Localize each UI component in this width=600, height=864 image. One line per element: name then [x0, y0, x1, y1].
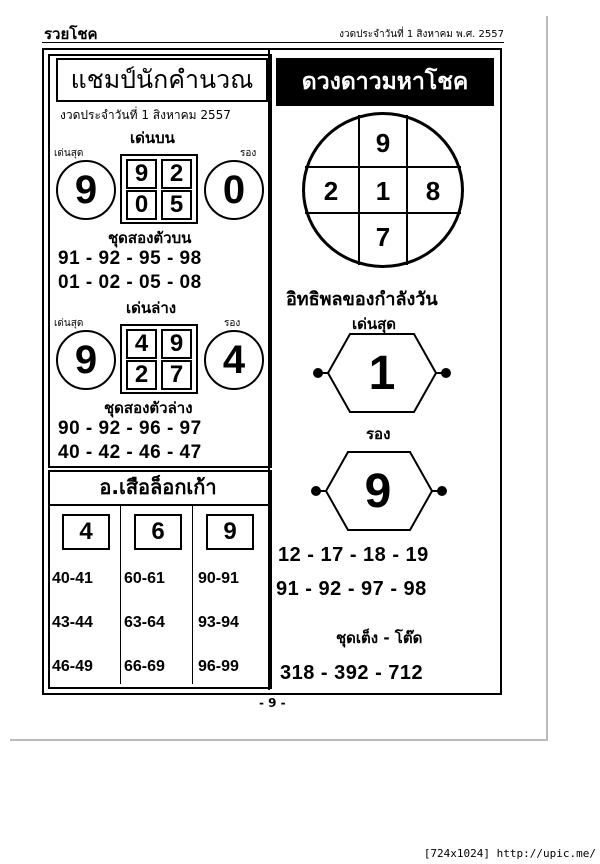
power-lead-label: เด่นสุด [352, 315, 397, 333]
bottom-lead-label: เด่นสุด [54, 318, 84, 329]
right-line-1: 12 - 17 - 18 - 19 [278, 544, 429, 566]
bottom-grid-cell: 7 [161, 360, 192, 390]
tiger-pair: 96-99 [198, 658, 239, 675]
bottom-grid-cell: 4 [126, 329, 157, 359]
tiger-pair: 60-61 [124, 570, 165, 587]
lucky-star-right: 8 [425, 175, 441, 206]
top-digit-grid [120, 154, 198, 224]
top-lead-circle: 9 [56, 160, 116, 220]
tiger-pair: 43-44 [52, 614, 93, 631]
top-set-line-1: 91 - 92 - 95 - 98 [58, 248, 202, 269]
bottom-second-circle: 4 [204, 330, 264, 390]
power-lead-number: 1 [368, 346, 396, 400]
tiger-col-sep [120, 506, 121, 684]
tiger-pair: 93-94 [198, 614, 239, 631]
champion-title: แชมป์นักคำนวณ [56, 58, 268, 102]
power-heading: อิทธิพลของกำลังวัน [286, 289, 438, 310]
tiger-pair: 46-49 [52, 658, 93, 675]
top-set-heading: ชุดสองตัวบน [108, 229, 192, 247]
top-set-line-2: 01 - 02 - 05 - 08 [58, 272, 202, 293]
top-grid-cell: 9 [126, 159, 157, 189]
lucky-star-center: 1 [375, 175, 391, 206]
bottom-second-label: รอง [224, 318, 241, 329]
bottom-heading: เด่นล่าง [126, 299, 177, 317]
tiger-title: อ.เสือล็อกเก้า [48, 470, 268, 506]
bottom-set-line-2: 40 - 42 - 46 - 47 [58, 442, 202, 463]
bottom-lead-circle: 9 [56, 330, 116, 390]
set-label: ชุดเต็ง - โต๊ด [336, 629, 423, 647]
lucky-star-circle [302, 112, 464, 268]
tiger-col-sep [192, 506, 193, 684]
tiger-digit: 4 [62, 514, 110, 550]
top-lead-label: เด่นสุด [54, 148, 84, 159]
publication-name: รวยโชค [44, 25, 98, 43]
bottom-grid-cell: 2 [126, 360, 157, 390]
lucky-star-left: 2 [323, 175, 339, 206]
tiger-pair: 63-64 [124, 614, 165, 631]
top-heading: เด่นบน [130, 129, 175, 147]
page-number: - 9 - [259, 696, 286, 710]
bottom-grid-cell: 9 [161, 329, 192, 359]
top-grid-cell: 2 [161, 159, 192, 189]
lucky-star-bottom: 7 [375, 221, 391, 252]
tiger-pair: 40-41 [52, 570, 93, 587]
top-grid-cell: 5 [161, 190, 192, 220]
bottom-set-heading: ชุดสองตัวล่าง [104, 399, 193, 417]
bottom-digit-grid [120, 324, 198, 394]
right-line-2: 91 - 92 - 97 - 98 [276, 578, 427, 600]
tiger-digit: 9 [206, 514, 254, 550]
tiger-pair: 66-69 [124, 658, 165, 675]
champion-subtitle: งวดประจำวันที่ 1 สิงหาคม 2557 [60, 108, 231, 122]
set-line: 318 - 392 - 712 [280, 662, 424, 684]
top-second-label: รอง [240, 148, 257, 159]
header-rule [42, 42, 504, 43]
bottom-set-line-1: 90 - 92 - 96 - 97 [58, 418, 202, 439]
tiger-digit: 6 [134, 514, 182, 550]
top-grid-cell: 0 [126, 190, 157, 220]
issue-date: งวดประจำวันที่ 1 สิงหาคม พ.ศ. 2557 [339, 29, 504, 40]
lucky-star-title: ดวงดาวมหาโชค [276, 58, 494, 106]
power-second-label: รอง [366, 425, 391, 443]
tiger-pair: 90-91 [198, 570, 239, 587]
lucky-star-top: 9 [375, 127, 391, 158]
watermark: [724x1024] http://upic.me/ [423, 847, 596, 860]
top-second-circle: 0 [204, 160, 264, 220]
power-second-number: 9 [364, 464, 392, 518]
